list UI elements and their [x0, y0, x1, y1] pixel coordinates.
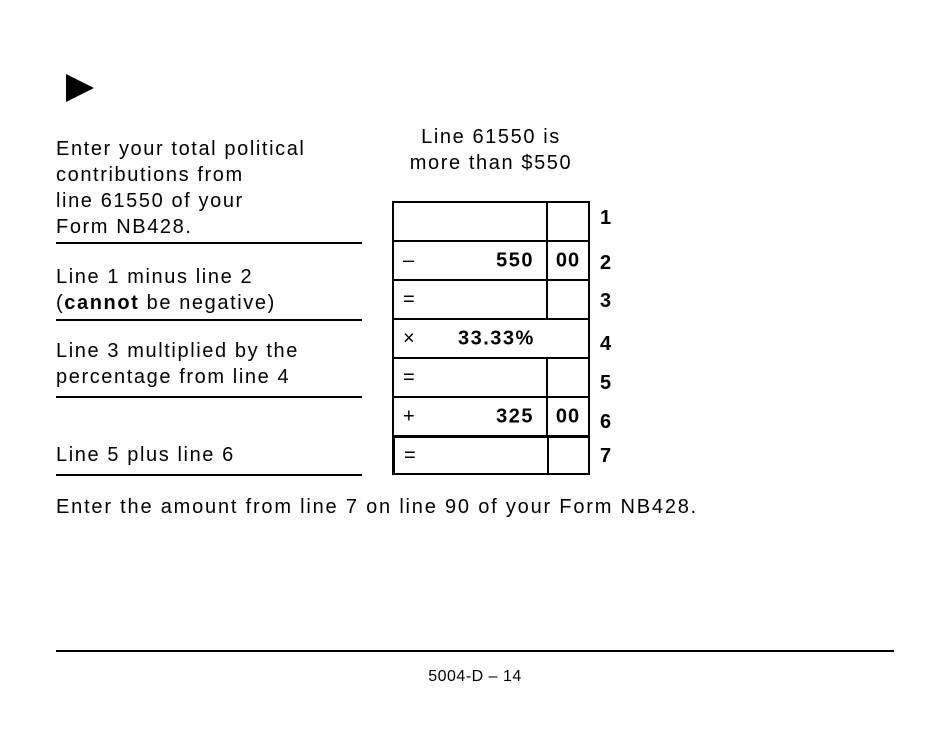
label-rule: [56, 396, 362, 398]
line6-amount-field: [392, 396, 590, 437]
line4-percentage-field: [392, 318, 590, 359]
label-line: Line 1 minus line 2: [56, 266, 254, 288]
label-rule: [56, 319, 362, 321]
equals-sign: =: [403, 288, 415, 310]
cents-value: 00: [555, 405, 581, 427]
label-rule: [56, 242, 362, 244]
line5-amount-field[interactable]: [392, 357, 590, 398]
instruction-text: Enter the amount from line 7 on line 90 of your Form NB428.: [56, 496, 699, 518]
footer-rule: [56, 650, 894, 652]
line-number: 4: [600, 333, 612, 355]
arrow-right-icon: [66, 74, 94, 102]
line-number: 5: [600, 372, 612, 394]
line-number: 7: [600, 445, 612, 467]
multiply-sign: ×: [403, 327, 415, 349]
line-number: 3: [600, 290, 612, 312]
cents-divider: [547, 438, 549, 473]
equals-sign: =: [403, 366, 415, 388]
label-line: Enter your total political: [56, 138, 306, 160]
cents-value: 00: [555, 249, 581, 271]
column-heading-line: Line 61550 is: [421, 126, 561, 148]
label-line: percentage from line 4: [56, 366, 291, 388]
line-number: 1: [600, 207, 612, 229]
label-line: Line 3 multiplied by the: [56, 340, 299, 362]
label-line: contributions from: [56, 164, 244, 186]
dollars-value: 550: [496, 249, 534, 271]
emphasis-text: cannot: [64, 292, 140, 314]
percentage-value: 33.33%: [458, 327, 535, 349]
line7-label: [56, 442, 362, 468]
page-number: 5004-D – 14: [428, 668, 522, 685]
label-text: be negative): [139, 292, 276, 314]
equals-sign: =: [404, 444, 416, 466]
column-heading: [392, 124, 590, 176]
line5-label: [56, 338, 362, 390]
label-rule: [56, 474, 362, 476]
plus-sign: +: [403, 405, 415, 427]
line-number: 6: [600, 411, 612, 433]
line-number: 2: [600, 252, 612, 274]
cents-divider: [546, 359, 548, 396]
dollars-value: 325: [496, 405, 534, 427]
label-line: line 61550 of your: [56, 190, 244, 212]
cents-divider: [546, 203, 548, 240]
line7-amount-field[interactable]: [392, 435, 590, 475]
line1-label: [56, 136, 362, 240]
minus-sign: –: [403, 249, 415, 271]
label-line: [56, 290, 362, 316]
line3-label: [56, 264, 362, 316]
column-heading-line: more than $550: [409, 152, 573, 174]
line3-amount-field[interactable]: [392, 279, 590, 320]
line2-amount-field: [392, 240, 590, 281]
line1-amount-field[interactable]: [392, 201, 590, 242]
cents-divider: [546, 281, 548, 318]
label-text: (: [56, 292, 65, 314]
label-line: Line 5 plus line 6: [56, 444, 235, 466]
label-line: Form NB428.: [56, 216, 193, 238]
